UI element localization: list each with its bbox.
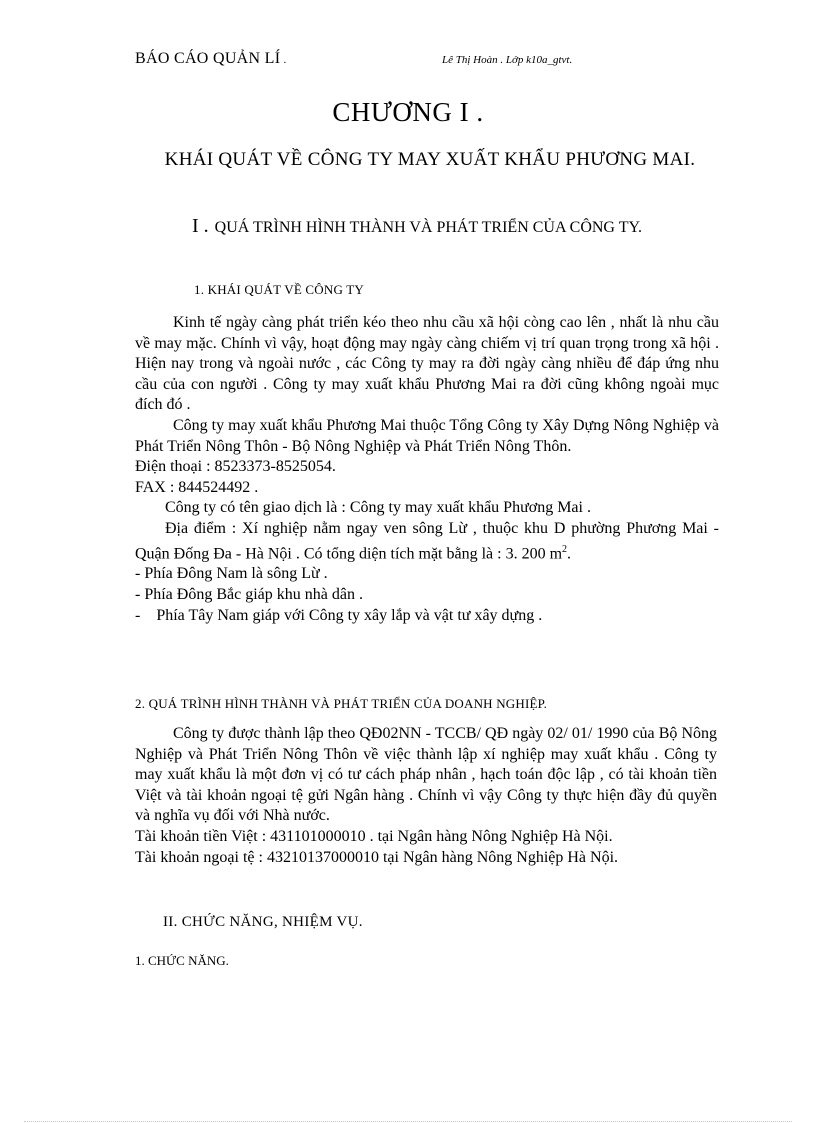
report-header-author: Lê Thị Hoàn . Lớp k10a_gtvt. xyxy=(442,54,573,66)
border-dash: - xyxy=(135,606,141,624)
border-item: - Phía Đông Bắc giáp khu nhà dân . xyxy=(135,586,363,604)
section-2-heading: II. CHỨC NĂNG, NHIỆM VỤ. xyxy=(163,914,363,930)
border-item: - Phía Đông Nam là sông Lừ . xyxy=(135,565,328,583)
border-item-text: Phía Tây Nam giáp với Công ty xây lắp và vật tư xây dựng . xyxy=(156,606,543,624)
border-item-southwest xyxy=(135,606,719,627)
location-sup: 2 xyxy=(562,543,568,555)
report-header-tail: . xyxy=(280,54,287,66)
contact-fax: FAX : 844524492 . xyxy=(135,478,259,496)
account-foreign: Tài khoản ngoại tệ : 43210137000010 tại Ngân hàng Nông Nghiệp Hà Nội. xyxy=(135,848,619,866)
chapter-title: KHÁI QUÁT VỀ CÔNG TY MAY XUẤT KHẨU PHƯƠNG MAI. xyxy=(164,149,696,170)
contact-phone: Điện thoại : 8523373-8525054. xyxy=(135,458,336,476)
location-text: Địa điểm : Xí nghiệp nằm ngay ven sông Lừ , thuộc khu D phường Phương Mai - Quận Đống Đa - Hà Nội . Có tổng diện tích mặt bằng là : 3. 200 m xyxy=(135,519,719,562)
location-tail: . xyxy=(567,544,572,562)
section-2-subheading: 1. CHỨC NĂNG. xyxy=(135,953,229,968)
body-block-2 xyxy=(135,724,717,868)
paragraph-affiliation: Công ty may xuất khẩu Phương Mai thuộc Tổng Công ty Xây Dựng Nông Nghiệp và Phát Triển Nông Thôn - Bộ Nông Nghiệp và Phát Triển Nông Thôn. xyxy=(135,416,719,455)
report-header-title: BÁO CÁO QUẢN LÍ xyxy=(135,50,281,67)
report-header-left xyxy=(135,50,287,68)
chapter-heading: CHƯƠNG I . xyxy=(332,97,484,127)
account-vnd: Tài khoản tiền Việt : 431101000010 . tại Ngân hàng Nông Nghiệp Hà Nội. xyxy=(135,827,613,845)
section-1-number: I . xyxy=(192,215,209,237)
body-block-1 xyxy=(135,313,719,626)
page-bottom-rule xyxy=(24,1121,792,1122)
subsection-1-heading: 1. KHÁI QUÁT VỀ CÔNG TY xyxy=(194,282,364,297)
section-1-title: QUÁ TRÌNH HÌNH THÀNH VÀ PHÁT TRIỂN CỦA CÔNG TY. xyxy=(214,219,642,236)
paragraph-intro: Kinh tế ngày càng phát triển kéo theo nhu cầu xã hội còng cao lên , nhất là nhu cầu về may mặc. Chính vì vậy, hoạt động may ngày càng chiếm vị trí quan trọng trong xã hội . Hiện nay trong và ngoài nước , các Công ty may ra đời ngày càng nhiều để đáp ứng nhu cầu của con người . Công ty may xuất khẩu Phương Mai ra đời cũng không ngoài mục đích đó . xyxy=(135,314,719,414)
section-1-heading xyxy=(192,214,722,240)
location-paragraph xyxy=(135,519,719,565)
subsection-2-heading: 2. QUÁ TRÌNH HÌNH THÀNH VÀ PHÁT TRIỂN CỦA DOANH NGHIỆP. xyxy=(135,696,548,711)
paragraph-establishment: Công ty được thành lập theo QĐ02NN - TCCB/ QĐ ngày 02/ 01/ 1990 của Bộ Nông Nghiệp và Phát Triển Nông Thôn về việc thành lập xí nghiệp may xuất khẩu . Công ty may xuất khẩu là một đơn vị có tư cách pháp nhân , hạch toán độc lập , có tài khoản tiền Việt và tài khoản ngoại tệ gửi Ngân hàng . Chính vì vậy Công ty thực hiện đầy đủ quyền và nghĩa vụ đối với Nhà nước. xyxy=(135,725,717,825)
trade-name: Công ty có tên giao dịch là : Công ty may xuất khẩu Phương Mai . xyxy=(165,499,591,517)
